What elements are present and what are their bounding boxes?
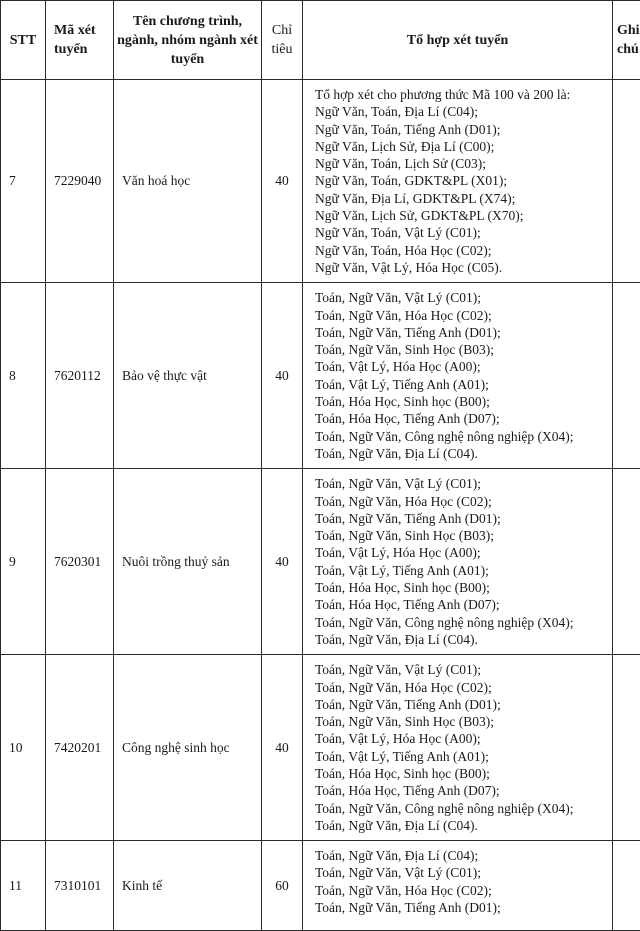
- header-ghichu: Ghi chú: [613, 1, 640, 80]
- to-hop-line: Toán, Hóa Học, Tiếng Anh (D07);: [315, 596, 612, 613]
- to-hop-line: Ngữ Văn, Toán, Hóa Học (C02);: [315, 242, 612, 259]
- ghi-chu-cell: [613, 283, 640, 469]
- to-hop-cell: [303, 80, 613, 283]
- to-hop-line: Toán, Ngữ Văn, Sinh Học (B03);: [315, 341, 612, 358]
- to-hop-line: Toán, Hóa Học, Tiếng Anh (D07);: [315, 410, 612, 427]
- header-stt: STT: [1, 1, 46, 80]
- chi-tieu-cell: 60: [262, 841, 303, 931]
- ghi-chu-cell: [613, 469, 640, 655]
- chi-tieu-cell: 40: [262, 283, 303, 469]
- to-hop-line: Toán, Ngữ Văn, Sinh Học (B03);: [315, 713, 612, 730]
- to-hop-cell: [303, 841, 613, 931]
- to-hop-line: Toán, Hóa Học, Sinh học (B00);: [315, 765, 612, 782]
- ten-nganh-cell: Công nghệ sinh học: [114, 655, 262, 841]
- to-hop-line: Toán, Ngữ Văn, Công nghệ nông nghiệp (X04);: [315, 614, 612, 631]
- to-hop-line: Toán, Ngữ Văn, Hóa Học (C02);: [315, 882, 612, 899]
- to-hop-line: Toán, Ngữ Văn, Địa Lí (C04).: [315, 817, 612, 834]
- to-hop-line: Toán, Vật Lý, Hóa Học (A00);: [315, 730, 612, 747]
- header-ten: Tên chương trình, ngành, nhóm ngành xét tuyển: [114, 1, 262, 80]
- to-hop-line: Toán, Vật Lý, Tiếng Anh (A01);: [315, 562, 612, 579]
- to-hop-line: Toán, Ngữ Văn, Công nghệ nông nghiệp (X04);: [315, 428, 612, 445]
- to-hop-line: Ngữ Văn, Toán, GDKT&PL (X01);: [315, 172, 612, 189]
- to-hop-line: Toán, Ngữ Văn, Tiếng Anh (D01);: [315, 510, 612, 527]
- ma-xet-tuyen-cell: 7420201: [46, 655, 114, 841]
- to-hop-line: Ngữ Văn, Toán, Địa Lí (C04);: [315, 103, 612, 120]
- chi-tieu-cell: 40: [262, 655, 303, 841]
- ten-nganh-cell: Nuôi trồng thuỷ sản: [114, 469, 262, 655]
- to-hop-line: Toán, Vật Lý, Tiếng Anh (A01);: [315, 748, 612, 765]
- to-hop-line: Toán, Ngữ Văn, Hóa Học (C02);: [315, 307, 612, 324]
- stt-cell: 8: [1, 283, 46, 469]
- ma-xet-tuyen-cell: 7620301: [46, 469, 114, 655]
- to-hop-line: Toán, Ngữ Văn, Địa Lí (C04);: [315, 847, 612, 864]
- to-hop-line: Ngữ Văn, Lịch Sử, GDKT&PL (X70);: [315, 207, 612, 224]
- to-hop-line: Toán, Ngữ Văn, Sinh Học (B03);: [315, 527, 612, 544]
- to-hop-line: Toán, Hóa Học, Sinh học (B00);: [315, 579, 612, 596]
- chi-tieu-cell: 40: [262, 469, 303, 655]
- to-hop-line: Toán, Ngữ Văn, Địa Lí (C04).: [315, 445, 612, 462]
- to-hop-line: Toán, Ngữ Văn, Tiếng Anh (D01);: [315, 899, 612, 916]
- to-hop-line: Toán, Ngữ Văn, Tiếng Anh (D01);: [315, 696, 612, 713]
- ma-xet-tuyen-cell: 7620112: [46, 283, 114, 469]
- header-tohop: Tổ hợp xét tuyển: [303, 1, 613, 80]
- stt-cell: 7: [1, 80, 46, 283]
- to-hop-cell: [303, 469, 613, 655]
- ma-xet-tuyen-cell: 7229040: [46, 80, 114, 283]
- ten-nganh-cell: Bảo vệ thực vật: [114, 283, 262, 469]
- ghi-chu-cell: [613, 655, 640, 841]
- stt-cell: 9: [1, 469, 46, 655]
- to-hop-line: Toán, Ngữ Văn, Tiếng Anh (D01);: [315, 324, 612, 341]
- header-row: [1, 1, 640, 80]
- stt-cell: 10: [1, 655, 46, 841]
- to-hop-line: Ngữ Văn, Lịch Sử, Địa Lí (C00);: [315, 138, 612, 155]
- to-hop-line: Ngữ Văn, Địa Lí, GDKT&PL (X74);: [315, 190, 612, 207]
- to-hop-line: Toán, Hóa Học, Tiếng Anh (D07);: [315, 782, 612, 799]
- to-hop-line: Ngữ Văn, Toán, Tiếng Anh (D01);: [315, 121, 612, 138]
- to-hop-line: Toán, Ngữ Văn, Vật Lý (C01);: [315, 475, 612, 492]
- to-hop-line: Ngữ Văn, Toán, Vật Lý (C01);: [315, 224, 612, 241]
- to-hop-line: Toán, Ngữ Văn, Hóa Học (C02);: [315, 493, 612, 510]
- to-hop-line: Ngữ Văn, Toán, Lịch Sử (C03);: [315, 155, 612, 172]
- to-hop-line: Toán, Ngữ Văn, Vật Lý (C01);: [315, 864, 612, 881]
- header-chitieu: Chỉ tiêu: [262, 1, 303, 80]
- ma-xet-tuyen-cell: 7310101: [46, 841, 114, 931]
- to-hop-line: Ngữ Văn, Vật Lý, Hóa Học (C05).: [315, 259, 612, 276]
- to-hop-line: Toán, Ngữ Văn, Vật Lý (C01);: [315, 661, 612, 678]
- to-hop-line: Toán, Hóa Học, Sinh học (B00);: [315, 393, 612, 410]
- to-hop-line: Toán, Ngữ Văn, Địa Lí (C04).: [315, 631, 612, 648]
- table-row: [1, 80, 640, 283]
- table-row: [1, 841, 640, 931]
- ghi-chu-cell: [613, 841, 640, 931]
- to-hop-line: Toán, Vật Lý, Tiếng Anh (A01);: [315, 376, 612, 393]
- to-hop-cell: [303, 283, 613, 469]
- ghi-chu-cell: [613, 80, 640, 283]
- chi-tieu-cell: 40: [262, 80, 303, 283]
- to-hop-line: Tổ hợp xét cho phương thức Mã 100 và 200 là:: [315, 86, 612, 103]
- to-hop-cell: [303, 655, 613, 841]
- ten-nganh-cell: Kinh tế: [114, 841, 262, 931]
- stt-cell: 11: [1, 841, 46, 931]
- to-hop-line: Toán, Vật Lý, Hóa Học (A00);: [315, 544, 612, 561]
- to-hop-line: Toán, Vật Lý, Hóa Học (A00);: [315, 358, 612, 375]
- to-hop-line: Toán, Ngữ Văn, Công nghệ nông nghiệp (X04);: [315, 800, 612, 817]
- table-row: [1, 469, 640, 655]
- table-row: [1, 655, 640, 841]
- to-hop-line: Toán, Ngữ Văn, Hóa Học (C02);: [315, 679, 612, 696]
- to-hop-line: Toán, Ngữ Văn, Vật Lý (C01);: [315, 289, 612, 306]
- table-row: [1, 283, 640, 469]
- ten-nganh-cell: Văn hoá học: [114, 80, 262, 283]
- header-ma: Mã xét tuyển: [46, 1, 114, 80]
